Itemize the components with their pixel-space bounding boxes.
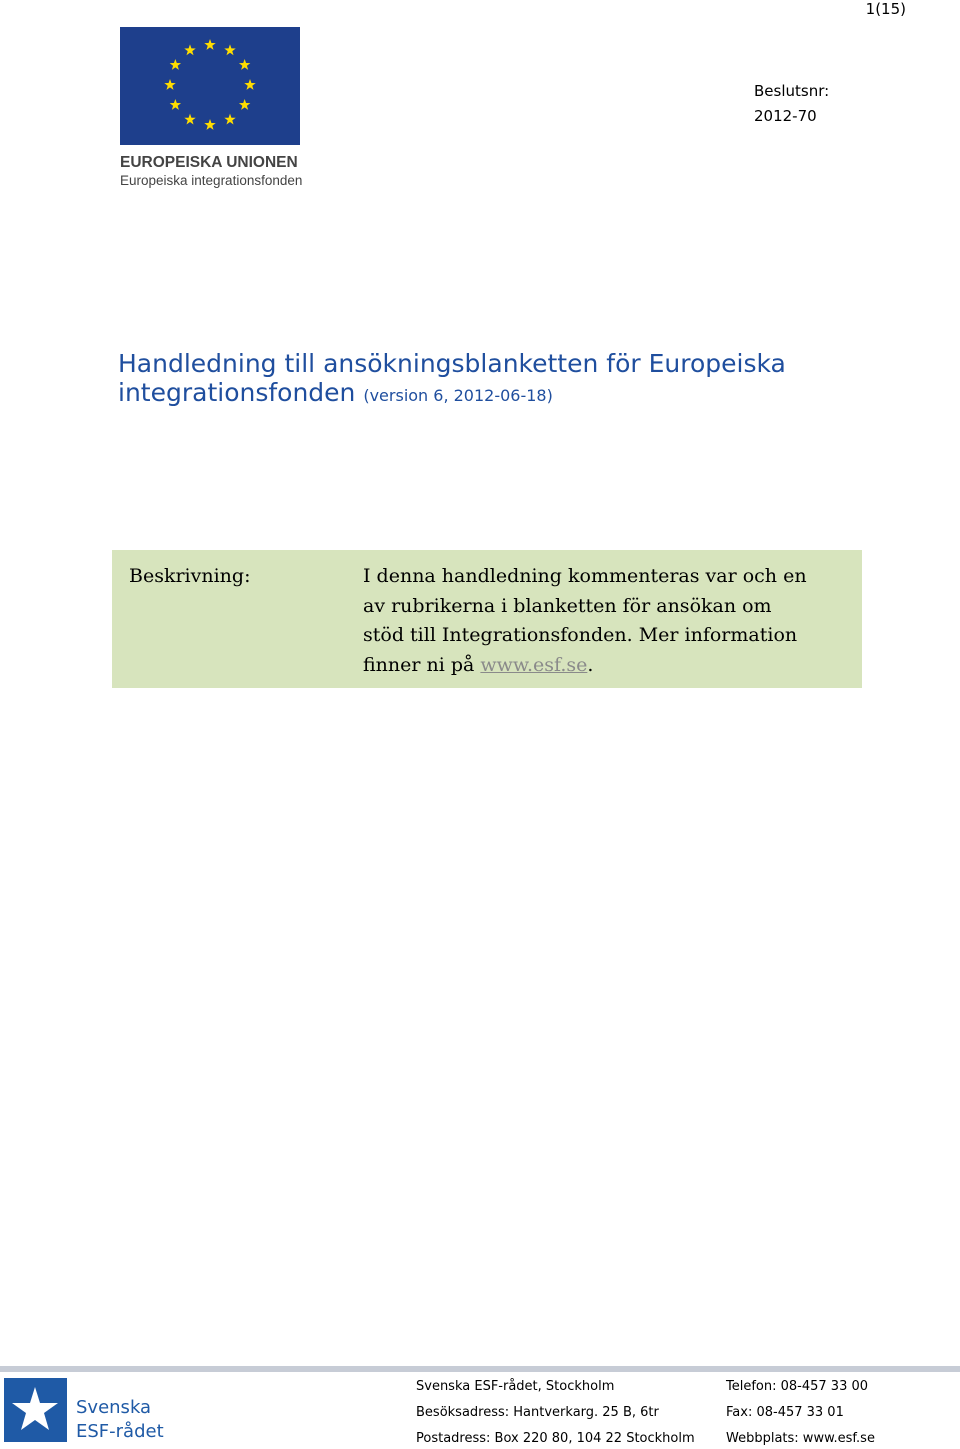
esf-website-link[interactable]: www.esf.se xyxy=(480,653,588,676)
description-line1: I denna handledning kommenteras var och en xyxy=(363,565,807,587)
footer-visit-address: Besöksadress: Hantverkarg. 25 B, 6tr xyxy=(416,1405,659,1420)
eu-logo-line2: Europeiska integrationsfonden xyxy=(120,173,302,188)
title-version: (version 6, 2012-06-18) xyxy=(363,386,553,405)
footer-rule xyxy=(0,1366,960,1372)
eu-logo xyxy=(118,25,302,190)
description-text xyxy=(363,562,853,680)
description-line4: finner ni på xyxy=(363,653,481,676)
footer-org: Svenska ESF-rådet, Stockholm xyxy=(416,1379,615,1394)
footer-website: Webbplats: www.esf.se xyxy=(726,1431,875,1446)
esf-logo-line1: Svenska xyxy=(76,1397,152,1418)
decision-block xyxy=(754,79,829,129)
description-line2: av rubrikerna i blanketten för ansökan om xyxy=(363,594,772,617)
esf-logo xyxy=(4,1375,164,1447)
decision-number: 2012-70 xyxy=(754,107,817,125)
description-line3: stöd till Integrationsfonden. Mer information xyxy=(363,624,798,646)
description-line4-end: . xyxy=(587,653,594,676)
footer-fax: Fax: 08-457 33 01 xyxy=(726,1405,844,1420)
page-number: 1(15) xyxy=(865,0,906,18)
description-label: Beskrivning: xyxy=(129,565,251,587)
title-line1: Handledning till ansökningsblanketten för Europeiska xyxy=(118,349,786,378)
esf-logo-line2: ESF-rådet xyxy=(76,1421,164,1442)
footer-postal-address: Postadress: Box 220 80, 104 22 Stockholm xyxy=(416,1431,695,1446)
decision-label: Beslutsnr: xyxy=(754,82,830,100)
footer-phone: Telefon: 08-457 33 00 xyxy=(726,1379,869,1394)
document-title xyxy=(118,349,786,410)
title-line2: integrationsfonden xyxy=(118,378,356,407)
description-box xyxy=(112,550,862,688)
eu-logo-line1: EUROPEISKA UNIONEN xyxy=(120,154,298,171)
